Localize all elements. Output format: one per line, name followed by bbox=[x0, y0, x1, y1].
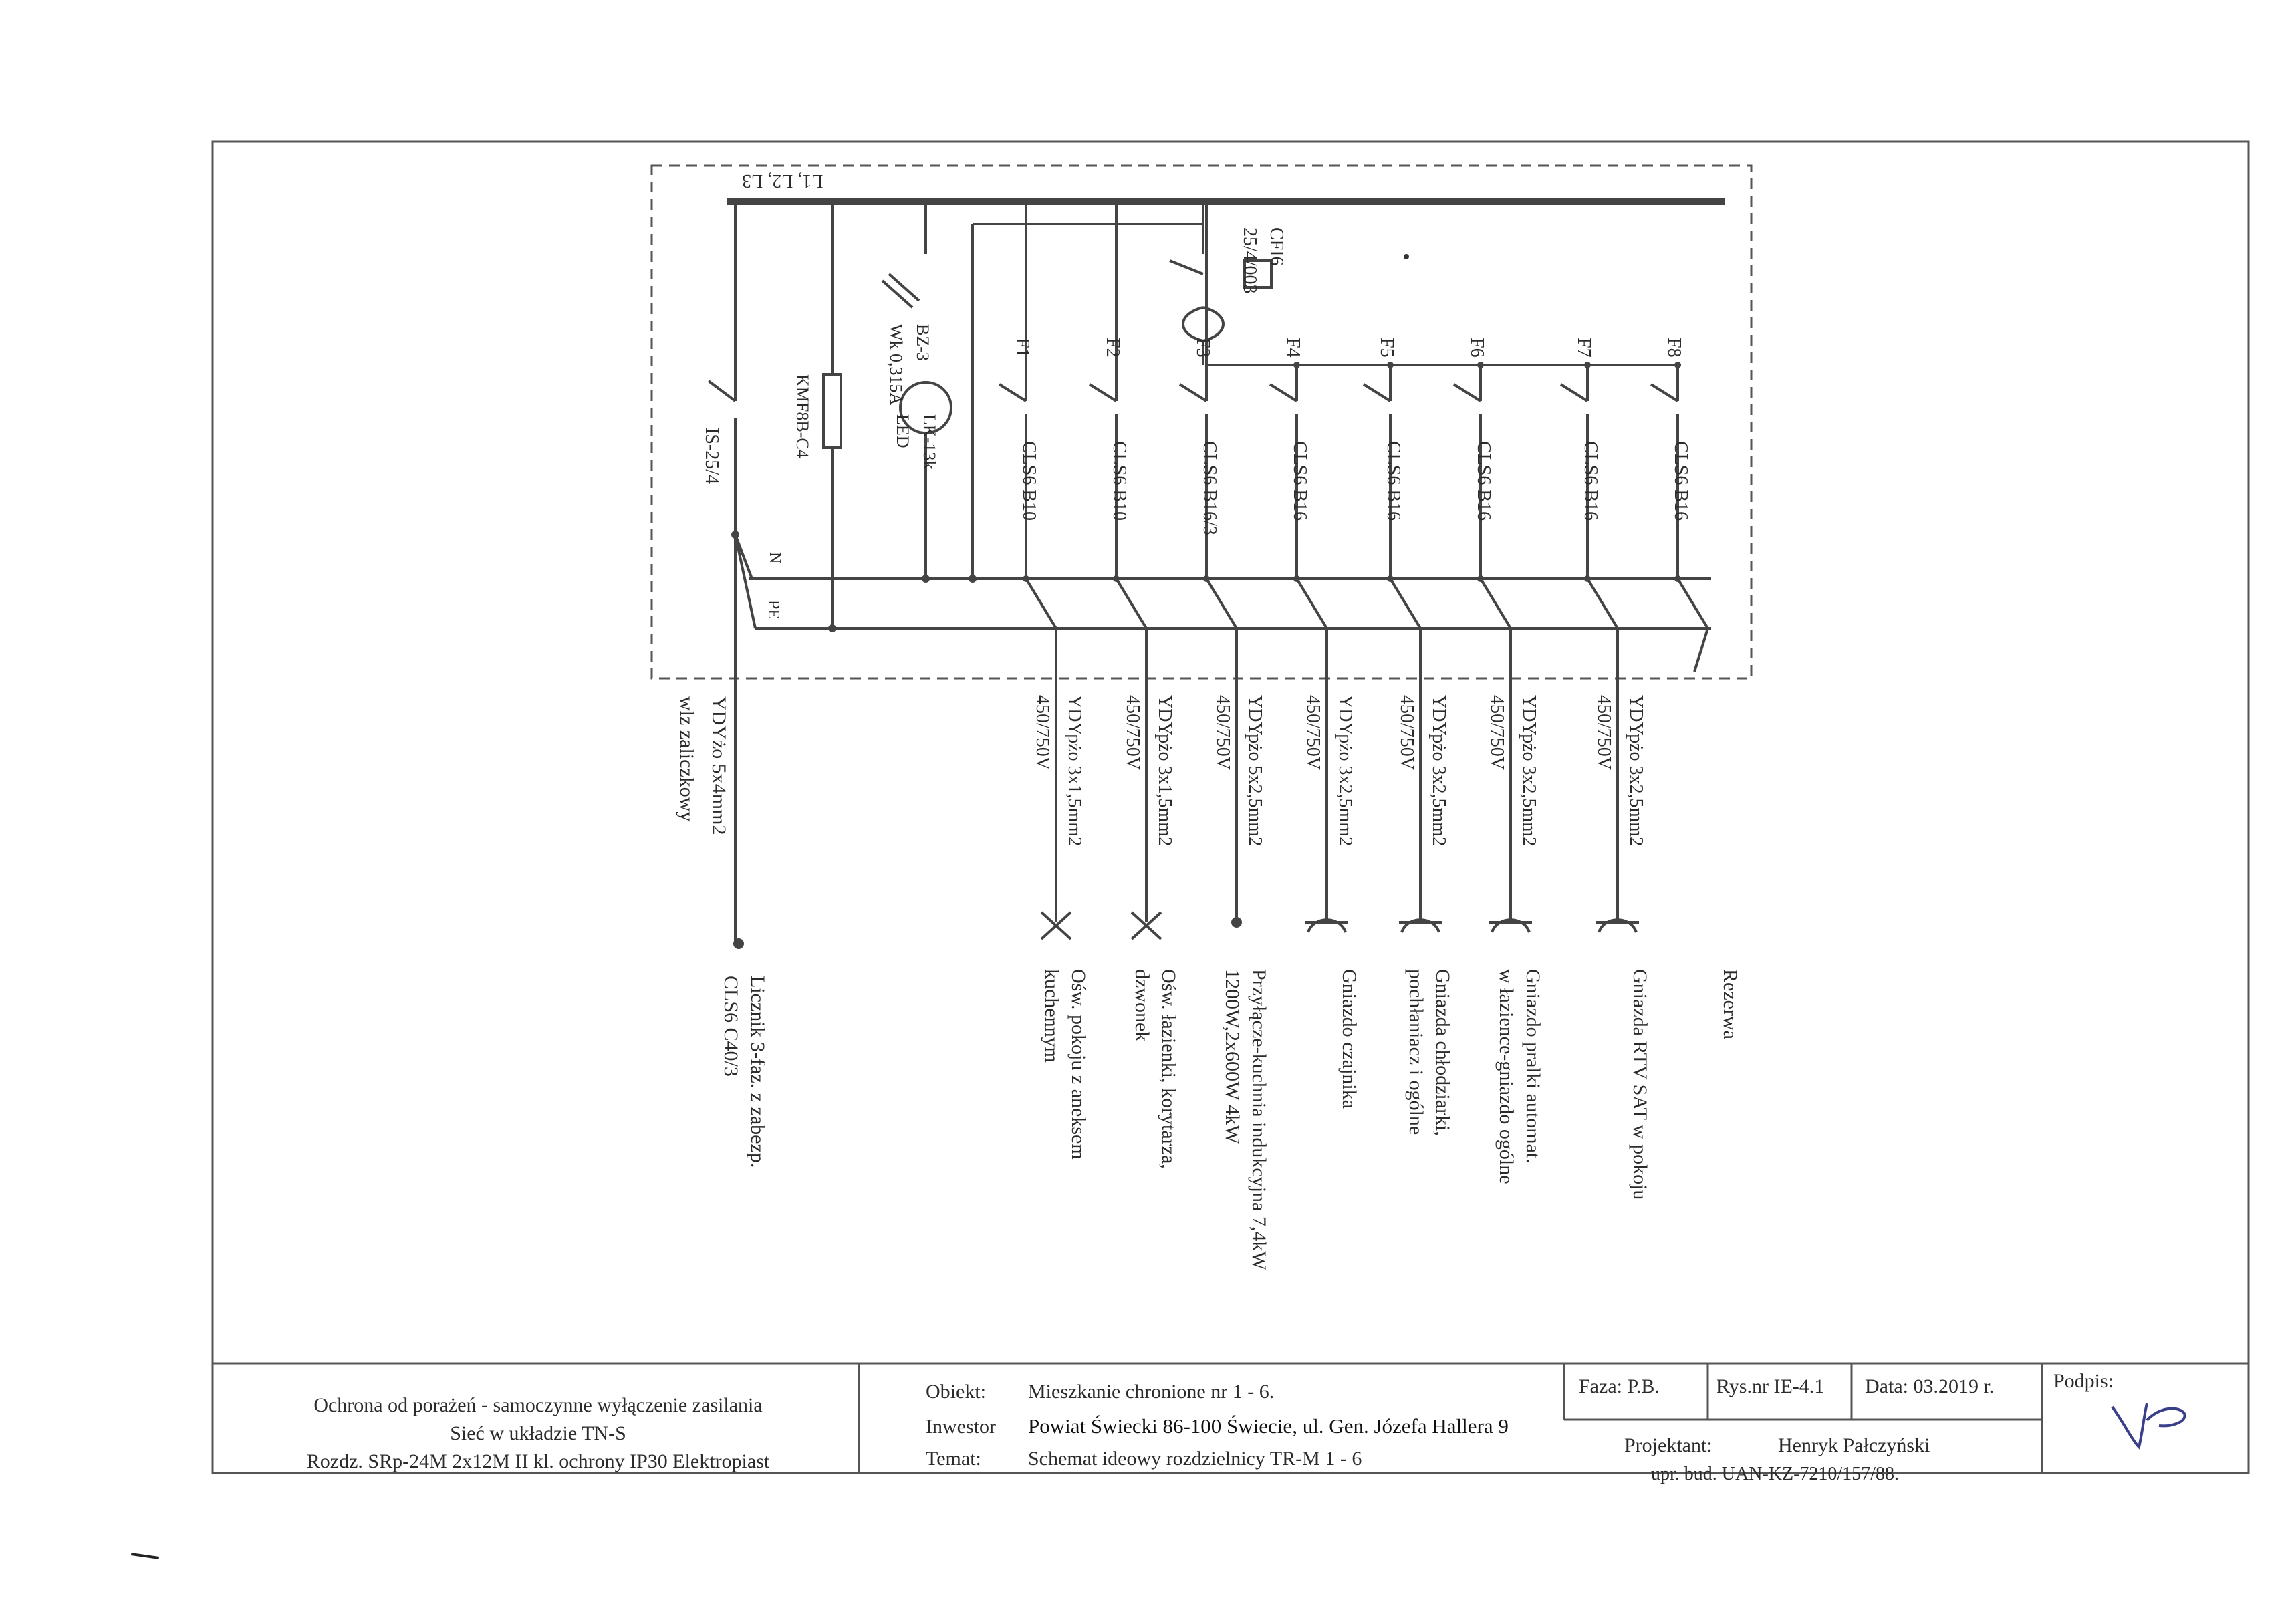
circuit-f3-cable-label: YDYpżo 5x2,5mm2 bbox=[1245, 695, 1265, 847]
circuit-f6-n-node bbox=[1477, 575, 1484, 582]
object-value: Mieszkanie chronione nr 1 - 6. bbox=[1028, 1381, 1275, 1403]
circuit-f3-connector bbox=[1231, 917, 1242, 928]
circuit-f5-n-node bbox=[1387, 575, 1394, 582]
circuit-f6-load-line-2: w łazience-gniazdo ogólne bbox=[1495, 969, 1517, 1184]
surge-pe-node bbox=[828, 624, 836, 632]
circuit-f3-bus-node bbox=[1203, 198, 1210, 205]
circuit-f1-n-node bbox=[1023, 575, 1029, 582]
circuit-f2-id: F2 bbox=[1102, 338, 1123, 358]
circuit-f3-n-node bbox=[1203, 575, 1210, 582]
circuit-f7-voltage-label: 450/750V bbox=[1593, 695, 1614, 770]
wiring bbox=[709, 202, 1708, 942]
signature-label: Podpis: bbox=[2053, 1370, 2114, 1392]
circuit-f8-id: F8 bbox=[1664, 338, 1684, 358]
circuit-f8-n-node bbox=[1674, 575, 1681, 582]
circuit-f1-load-line-1: Ośw. pokoju z aneksem bbox=[1067, 969, 1090, 1160]
circuit-f4-pe-link bbox=[1297, 579, 1327, 628]
circuit-f5-bus-node bbox=[1387, 362, 1394, 368]
busbar-label: L1, L2, L3 bbox=[742, 170, 823, 191]
circuit-f2-n-node bbox=[1113, 575, 1120, 582]
circuit-f2-load-line-1: Ośw. łazienki, korytarza, bbox=[1158, 969, 1180, 1169]
circuit-f8-load-line-1: Rezerwa bbox=[1719, 969, 1741, 1039]
signature bbox=[2106, 1393, 2219, 1454]
circuit-f3-breaker-contact bbox=[1180, 384, 1206, 401]
indicator-fuse-label-2: Wk 0,315A bbox=[886, 324, 906, 406]
subject-value: Schemat ideowy rozdzielnicy TR-M 1 - 6 bbox=[1028, 1448, 1362, 1470]
rcd-label-2: 25/4/003 bbox=[1239, 227, 1260, 294]
main-switch-contact bbox=[709, 381, 735, 401]
circuit-f8-spare bbox=[1694, 628, 1708, 672]
circuit-f2-breaker-contact bbox=[1090, 384, 1116, 401]
drawing-number: Rys.nr IE-4.1 bbox=[1716, 1375, 1825, 1397]
surge-breaker-body bbox=[823, 374, 841, 448]
circuit-f5-cable-label: YDYpżo 3x2,5mm2 bbox=[1428, 695, 1449, 847]
circuit-f6-bus-node bbox=[1477, 362, 1484, 368]
circuit-f8-pe-link bbox=[1678, 579, 1708, 628]
circuit-f5-pe-link bbox=[1390, 579, 1420, 628]
circuit-f7-breaker-contact bbox=[1561, 384, 1587, 401]
indicator-lamp-label-1: LK-13k bbox=[920, 414, 939, 470]
circuit-f6-breaker-contact bbox=[1454, 384, 1481, 401]
circuit-f7-pe-link bbox=[1587, 579, 1618, 628]
investor-label: Inwestor bbox=[926, 1416, 996, 1438]
circuit-f8-breaker-contact bbox=[1651, 384, 1678, 401]
pe-label: PE bbox=[765, 600, 782, 620]
circuit-f7-socket bbox=[1596, 920, 1639, 932]
circuit-f1-bus-node bbox=[1023, 198, 1029, 205]
protection-line-1: Ochrona od porażeń - samoczynne wyłączenie zasilania bbox=[313, 1394, 763, 1416]
circuit-f4-n-node bbox=[1293, 575, 1300, 582]
circuit-f5-socket bbox=[1399, 920, 1442, 932]
circuit-f6-breaker-label: CLS6 B16 bbox=[1473, 441, 1494, 521]
indicator-lamp-label-2: LED bbox=[893, 414, 912, 448]
drawing-frame bbox=[213, 142, 2249, 1473]
rcd-label-1: CFI6 bbox=[1266, 227, 1287, 266]
circuit-f8-breaker-label: CLS6 B16 bbox=[1670, 441, 1691, 521]
circuit-f6-voltage-label: 450/750V bbox=[1487, 695, 1507, 770]
circuit-f7-breaker-label: CLS6 B16 bbox=[1580, 441, 1601, 521]
supply-cable-label-2: wlz zaliczkowy bbox=[676, 696, 698, 822]
circuit-f4-breaker-contact bbox=[1270, 384, 1297, 401]
circuit-f4-id: F4 bbox=[1283, 338, 1303, 358]
meter-terminal bbox=[733, 938, 744, 949]
circuit-f1-pe-link bbox=[1026, 579, 1056, 628]
circuit-f6-cable-label: YDYpżo 3x2,5mm2 bbox=[1519, 695, 1539, 847]
circuit-f5-load-line-1: Gniazda chłodziarki, bbox=[1432, 969, 1454, 1136]
circuit-f1-breaker-contact bbox=[999, 384, 1026, 401]
license: upr. bud. UAN-KZ-7210/157/88. bbox=[1651, 1464, 1899, 1484]
object-label: Obiekt: bbox=[926, 1381, 986, 1403]
meter-label-1: Licznik 3-faz. z zabezp. bbox=[747, 976, 769, 1168]
indicator-n-node bbox=[922, 575, 930, 583]
circuit-f8-bus-node bbox=[1674, 362, 1681, 368]
meter-label-2: CLS6 C40/3 bbox=[720, 976, 742, 1077]
designer-name: Henryk Pałczyński bbox=[1778, 1434, 1930, 1456]
circuit-f4-bus-node bbox=[1293, 362, 1300, 368]
circuit-f4-socket bbox=[1305, 920, 1348, 932]
circuit-f6-socket bbox=[1489, 920, 1532, 932]
main-switch-pe bbox=[735, 535, 755, 628]
main-switch-node bbox=[731, 531, 739, 539]
circuit-f1-cable-label: YDYpżo 3x1,5mm2 bbox=[1064, 695, 1085, 847]
supply-cable-label-1: YDYżo 5x4mm2 bbox=[708, 696, 730, 835]
circuit-f5-voltage-label: 450/750V bbox=[1396, 695, 1417, 770]
surge-breaker-label: KMF8B-C4 bbox=[793, 374, 812, 458]
circuit-f3-voltage-label: 450/750V bbox=[1213, 695, 1233, 770]
circuit-f2-breaker-label: CLS6 B10 bbox=[1109, 441, 1130, 521]
circuit-f2-bus-node bbox=[1113, 198, 1120, 205]
circuit-f4-load-line-1: Gniazdo czajnika bbox=[1338, 969, 1360, 1109]
circuit-f3-load-line-1: Przyłącze-kuchnia indukcyjna 7,4kW bbox=[1248, 969, 1270, 1270]
designer-label: Projektant: bbox=[1624, 1434, 1712, 1456]
circuit-f3-breaker-label: CLS6 B16/3 bbox=[1199, 441, 1220, 535]
circuit-f1-breaker-label: CLS6 B10 bbox=[1019, 441, 1039, 521]
indicator-fuse-label-1: BZ-3 bbox=[913, 324, 932, 361]
circuit-f6-pe-link bbox=[1481, 579, 1511, 628]
protection-line-2: Sieć w układzie TN-S bbox=[450, 1422, 626, 1444]
circuit-f5-load-line-2: pochłaniacz i ogólne bbox=[1405, 969, 1427, 1135]
circuit-f1-id: F1 bbox=[1012, 338, 1033, 358]
n-label: N bbox=[766, 552, 783, 564]
circuit-f2-load-line-2: dzwonek bbox=[1131, 969, 1153, 1042]
circuit-f4-voltage-label: 450/750V bbox=[1303, 695, 1323, 770]
rcd-n-node bbox=[969, 575, 977, 583]
stray-dot bbox=[1404, 254, 1409, 259]
circuit-f6-load-line-1: Gniazdo pralki automat. bbox=[1522, 969, 1544, 1164]
circuit-f1-load-line-2: kuchennym bbox=[1041, 969, 1063, 1063]
circuit-f2-pe-link bbox=[1116, 579, 1146, 628]
date: Data: 03.2019 r. bbox=[1865, 1375, 1995, 1397]
subject-label: Temat: bbox=[926, 1448, 981, 1470]
circuit-f2-cable-label: YDYpżo 3x1,5mm2 bbox=[1154, 695, 1175, 847]
rcd-contact bbox=[1170, 261, 1223, 341]
circuit-f3-pe-link bbox=[1206, 579, 1237, 628]
circuit-f2-voltage-label: 450/750V bbox=[1122, 695, 1143, 770]
circuit-f5-id: F5 bbox=[1376, 338, 1397, 358]
circuit-f3-id: F3 bbox=[1192, 338, 1213, 358]
circuit-f1-voltage-label: 450/750V bbox=[1032, 695, 1053, 770]
protection-line-3: Rozdz. SRp-24M 2x12M II kl. ochrony IP30 Elektropiast bbox=[306, 1450, 770, 1472]
circuit-f3-load-line-2: 1200W,2x600W 4kW bbox=[1221, 969, 1243, 1144]
circuit-f5-breaker-contact bbox=[1364, 384, 1390, 401]
investor-value: Powiat Świecki 86-100 Świecie, ul. Gen. Józefa Hallera 9 bbox=[1028, 1414, 1509, 1438]
circuit-f7-id: F7 bbox=[1573, 338, 1594, 358]
circuit-f7-load-line-1: Gniazda RTV SAT w pokoju bbox=[1629, 969, 1651, 1200]
circuit-f7-bus-node bbox=[1584, 362, 1591, 368]
circuit-f4-breaker-label: CLS6 B16 bbox=[1289, 441, 1310, 521]
circuit-f7-n-node bbox=[1584, 575, 1591, 582]
circuit-f6-id: F6 bbox=[1466, 338, 1487, 358]
main-switch-label: IS-25/4 bbox=[701, 428, 722, 484]
phase: Faza: P.B. bbox=[1579, 1375, 1660, 1397]
indicator-fuse-symbol bbox=[882, 274, 919, 307]
circuit-f5-breaker-label: CLS6 B16 bbox=[1383, 441, 1404, 521]
circuit-f4-cable-label: YDYpżo 3x2,5mm2 bbox=[1335, 695, 1356, 847]
circuit-f7-cable-label: YDYpżo 3x2,5mm2 bbox=[1626, 695, 1646, 847]
